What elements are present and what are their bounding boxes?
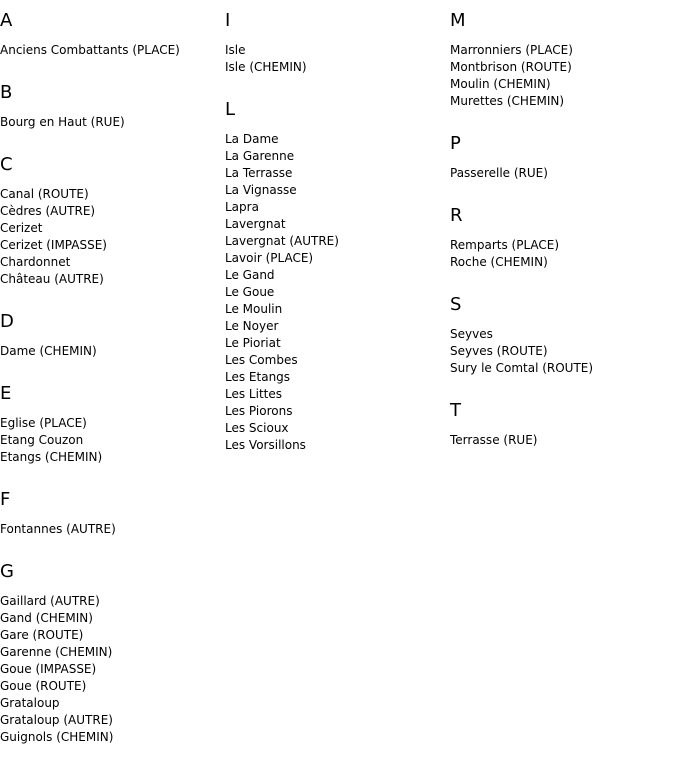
letter-heading: M bbox=[450, 10, 466, 31]
street-link[interactable]: Gare (ROUTE) bbox=[0, 628, 84, 642]
letter-group bbox=[225, 89, 450, 454]
street-link[interactable]: Moulin (CHEMIN) bbox=[450, 77, 551, 91]
street-link[interactable]: Montbrison (ROUTE) bbox=[450, 60, 572, 74]
street-list bbox=[0, 593, 225, 746]
street-link[interactable]: Marronniers (PLACE) bbox=[450, 43, 573, 57]
street-link[interactable]: Dame (CHEMIN) bbox=[0, 344, 97, 358]
letter-group bbox=[450, 284, 675, 377]
letter-group bbox=[450, 195, 675, 271]
street-link[interactable]: Le Pioriat bbox=[225, 336, 281, 350]
letter-group bbox=[450, 390, 675, 449]
street-link[interactable]: Cerizet (IMPASSE) bbox=[0, 238, 107, 252]
street-link[interactable]: Isle (CHEMIN) bbox=[225, 60, 307, 74]
street-link[interactable]: Murettes (CHEMIN) bbox=[450, 94, 565, 108]
street-list bbox=[0, 114, 225, 131]
street-link[interactable]: Le Noyer bbox=[225, 319, 279, 333]
letter-heading: R bbox=[450, 205, 463, 226]
street-link[interactable]: Etangs (CHEMIN) bbox=[0, 450, 103, 464]
street-list bbox=[0, 521, 225, 538]
letter-heading: T bbox=[450, 400, 461, 421]
street-link[interactable]: Château (AUTRE) bbox=[0, 272, 104, 286]
street-link[interactable]: Lavergnat bbox=[225, 217, 286, 231]
street-link[interactable]: Eglise (PLACE) bbox=[0, 416, 87, 430]
street-link[interactable]: Etang Couzon bbox=[0, 433, 84, 447]
street-link[interactable]: Lapra bbox=[225, 200, 259, 214]
letter-group bbox=[0, 373, 225, 466]
street-link[interactable]: Cerizet bbox=[0, 221, 43, 235]
street-link[interactable]: Les Etangs bbox=[225, 370, 291, 384]
street-link[interactable]: Cèdres (AUTRE) bbox=[0, 204, 96, 218]
street-list bbox=[450, 165, 675, 182]
street-link[interactable]: Fontannes (AUTRE) bbox=[0, 522, 116, 536]
street-link[interactable]: Chardonnet bbox=[0, 255, 71, 269]
street-list bbox=[0, 415, 225, 466]
letter-group bbox=[0, 72, 225, 131]
street-link[interactable]: Passerelle (RUE) bbox=[450, 166, 548, 180]
street-link[interactable]: Goue (ROUTE) bbox=[0, 679, 87, 693]
letter-heading: B bbox=[0, 82, 13, 103]
street-link[interactable]: Le Goue bbox=[225, 285, 275, 299]
letter-heading: D bbox=[0, 311, 14, 332]
street-link[interactable]: Gaillard (AUTRE) bbox=[0, 594, 100, 608]
letter-heading: A bbox=[0, 10, 13, 31]
street-list bbox=[225, 42, 450, 76]
street-link[interactable]: Les Vorsillons bbox=[225, 438, 306, 452]
street-link[interactable]: La Garenne bbox=[225, 149, 295, 163]
street-link[interactable]: Les Combes bbox=[225, 353, 298, 367]
street-index-column-1 bbox=[0, 0, 225, 746]
letter-group bbox=[0, 144, 225, 288]
street-link[interactable]: La Dame bbox=[225, 132, 279, 146]
street-link[interactable]: Le Moulin bbox=[225, 302, 283, 316]
letter-group bbox=[0, 0, 225, 59]
street-link[interactable]: Sury le Comtal (ROUTE) bbox=[450, 361, 594, 375]
letter-group bbox=[450, 123, 675, 182]
street-link[interactable]: Seyves (ROUTE) bbox=[450, 344, 548, 358]
street-link[interactable]: Gand (CHEMIN) bbox=[0, 611, 93, 625]
street-link[interactable]: Bourg en Haut (RUE) bbox=[0, 115, 125, 129]
street-link[interactable]: Les Scioux bbox=[225, 421, 289, 435]
letter-heading: S bbox=[450, 294, 462, 315]
street-link[interactable]: Canal (ROUTE) bbox=[0, 187, 89, 201]
street-list bbox=[450, 42, 675, 110]
letter-heading: G bbox=[0, 561, 14, 582]
letter-group bbox=[450, 0, 675, 110]
letter-heading: C bbox=[0, 154, 13, 175]
street-index-column-2 bbox=[225, 0, 450, 454]
street-list bbox=[0, 343, 225, 360]
letter-group bbox=[225, 0, 450, 76]
letter-group bbox=[0, 301, 225, 360]
street-list bbox=[450, 237, 675, 271]
street-link[interactable]: La Vignasse bbox=[225, 183, 297, 197]
street-link[interactable]: Lavoir (PLACE) bbox=[225, 251, 314, 265]
street-link[interactable]: La Terrasse bbox=[225, 166, 293, 180]
street-link[interactable]: Les Piorons bbox=[225, 404, 293, 418]
street-list bbox=[225, 131, 450, 454]
letter-heading: L bbox=[225, 99, 236, 120]
street-link[interactable]: Garenne (CHEMIN) bbox=[0, 645, 113, 659]
street-list bbox=[0, 186, 225, 288]
street-link[interactable]: Guignols (CHEMIN) bbox=[0, 730, 114, 744]
street-link[interactable]: Grataloup bbox=[0, 696, 60, 710]
letter-heading: I bbox=[225, 10, 231, 31]
letter-group bbox=[0, 479, 225, 538]
street-link[interactable]: Anciens Combattants (PLACE) bbox=[0, 43, 180, 57]
street-list bbox=[450, 326, 675, 377]
street-link[interactable]: Seyves bbox=[450, 327, 493, 341]
street-link[interactable]: Goue (IMPASSE) bbox=[0, 662, 97, 676]
street-list bbox=[0, 42, 225, 59]
letter-heading: P bbox=[450, 133, 461, 154]
street-link[interactable]: Isle bbox=[225, 43, 246, 57]
street-link[interactable]: Lavergnat (AUTRE) bbox=[225, 234, 339, 248]
street-list bbox=[450, 432, 675, 449]
street-link[interactable]: Terrasse (RUE) bbox=[450, 433, 538, 447]
letter-heading: F bbox=[0, 489, 11, 510]
street-link[interactable]: Grataloup (AUTRE) bbox=[0, 713, 113, 727]
street-link[interactable]: Les Littes bbox=[225, 387, 282, 401]
street-index-column-3 bbox=[450, 0, 675, 449]
street-link[interactable]: Remparts (PLACE) bbox=[450, 238, 560, 252]
letter-heading: E bbox=[0, 383, 12, 404]
street-link[interactable]: Roche (CHEMIN) bbox=[450, 255, 548, 269]
street-link[interactable]: Le Gand bbox=[225, 268, 275, 282]
letter-group bbox=[0, 551, 225, 746]
